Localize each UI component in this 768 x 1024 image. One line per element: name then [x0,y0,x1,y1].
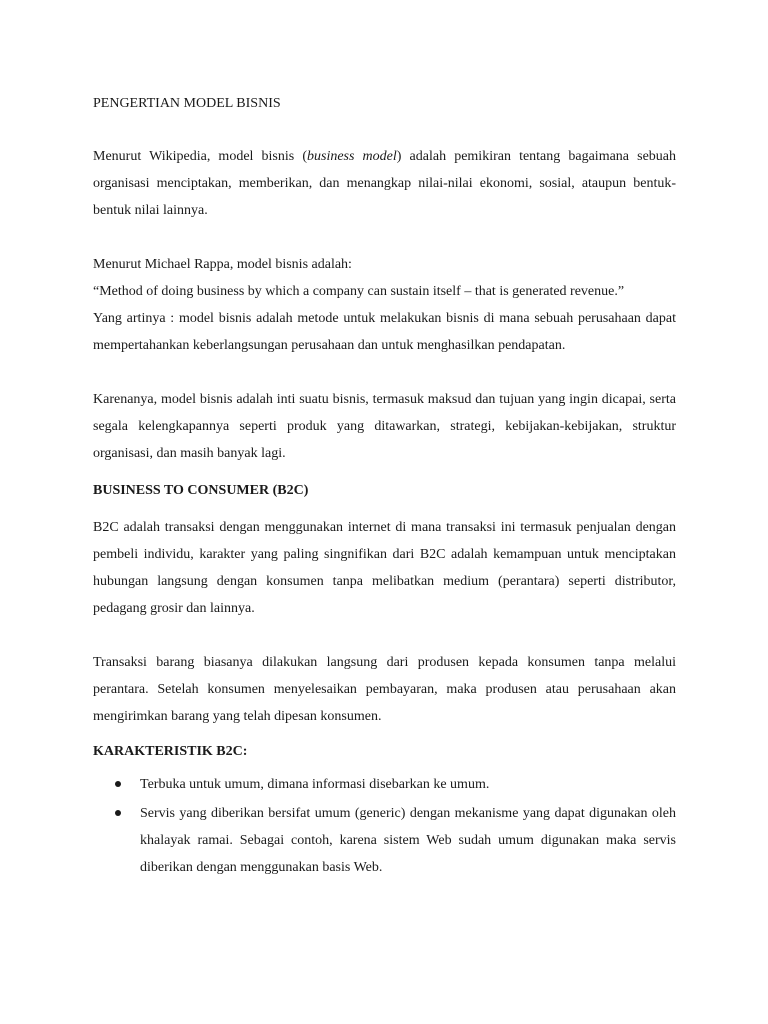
paragraph-gap [93,224,676,251]
list-item-text: Terbuka untuk umum, dimana informasi disebarkan ke umum. [140,777,490,792]
document-title: PENGERTIAN MODEL BISNIS [93,96,281,111]
wikipedia-definition-term: business model [307,149,397,164]
rappa-quote: “Method of doing business by which a company can sustain itself – that is generated revenue.” [93,284,625,299]
list-item [93,800,676,881]
b2c-paragraph-2: Transaksi barang biasanya dilakukan langsung dari produsen kepada konsumen tanpa melalui perantara. Setelah konsumen menyelesaikan pembayaran, maka produsen atau perusahaan akan mengirimkan barang yang telah dipesan konsumen. [93,655,676,724]
wikipedia-definition [93,143,676,224]
karakteristik-list [93,771,676,881]
list-item [93,771,676,798]
list-item-text: Servis yang diberikan bersifat umum (generic) dengan mekanisme yang dapat digunakan oleh khalayak ramai. Sebagai contoh, karena sistem Web sudah umum digunakan maka servis diberikan dengan menggunakan basis Web. [140,806,676,875]
wikipedia-definition-post: ) adalah pemikiran tentang bagaimana sebuah organisasi menciptakan, memberikan, dan menangkap nilai-nilai ekonomi, sosial, ataupun bentuk-bentuk nilai lainnya. [93,149,677,218]
karenanya-paragraph: Karenanya, model bisnis adalah inti suatu bisnis, termasuk maksud dan tujuan yang ingin dicapai, serta segala kelengkapannya seperti produk yang ditawarkan, strategi, kebijakan-kebijakan, struktur organisasi, dan masih banyak lagi. [93,392,676,461]
karakteristik-heading: KARAKTERISTIK B2C: [93,744,248,759]
b2c-paragraph-1: B2C adalah transaksi dengan menggunakan internet di mana transaksi ini termasuk penjualan dengan pembeli individu, karakter yang paling singnifikan dari B2C adalah kemampuan untuk menciptakan hubungan langsung dengan konsumen tanpa melibatkan medium (perantara) seperti distributor, pedagang grosir dan lainnya. [93,520,676,616]
bullet-icon [115,781,121,787]
rappa-meaning: Yang artinya : model bisnis adalah metode untuk melakukan bisnis di mana sebuah perusahaan dapat mempertahankan keberlangsungan perusahaan dan untuk menghasilkan pendapatan. [93,311,676,353]
paragraph-gap [93,622,676,649]
document-body [93,90,676,883]
paragraph-gap [93,359,676,386]
wikipedia-definition-pre: Menurut Wikipedia, model bisnis ( [93,149,307,164]
rappa-intro: Menurut Michael Rappa, model bisnis adalah: [93,257,352,272]
b2c-heading: BUSINESS TO CONSUMER (B2C) [93,483,309,498]
bullet-icon [115,810,121,816]
